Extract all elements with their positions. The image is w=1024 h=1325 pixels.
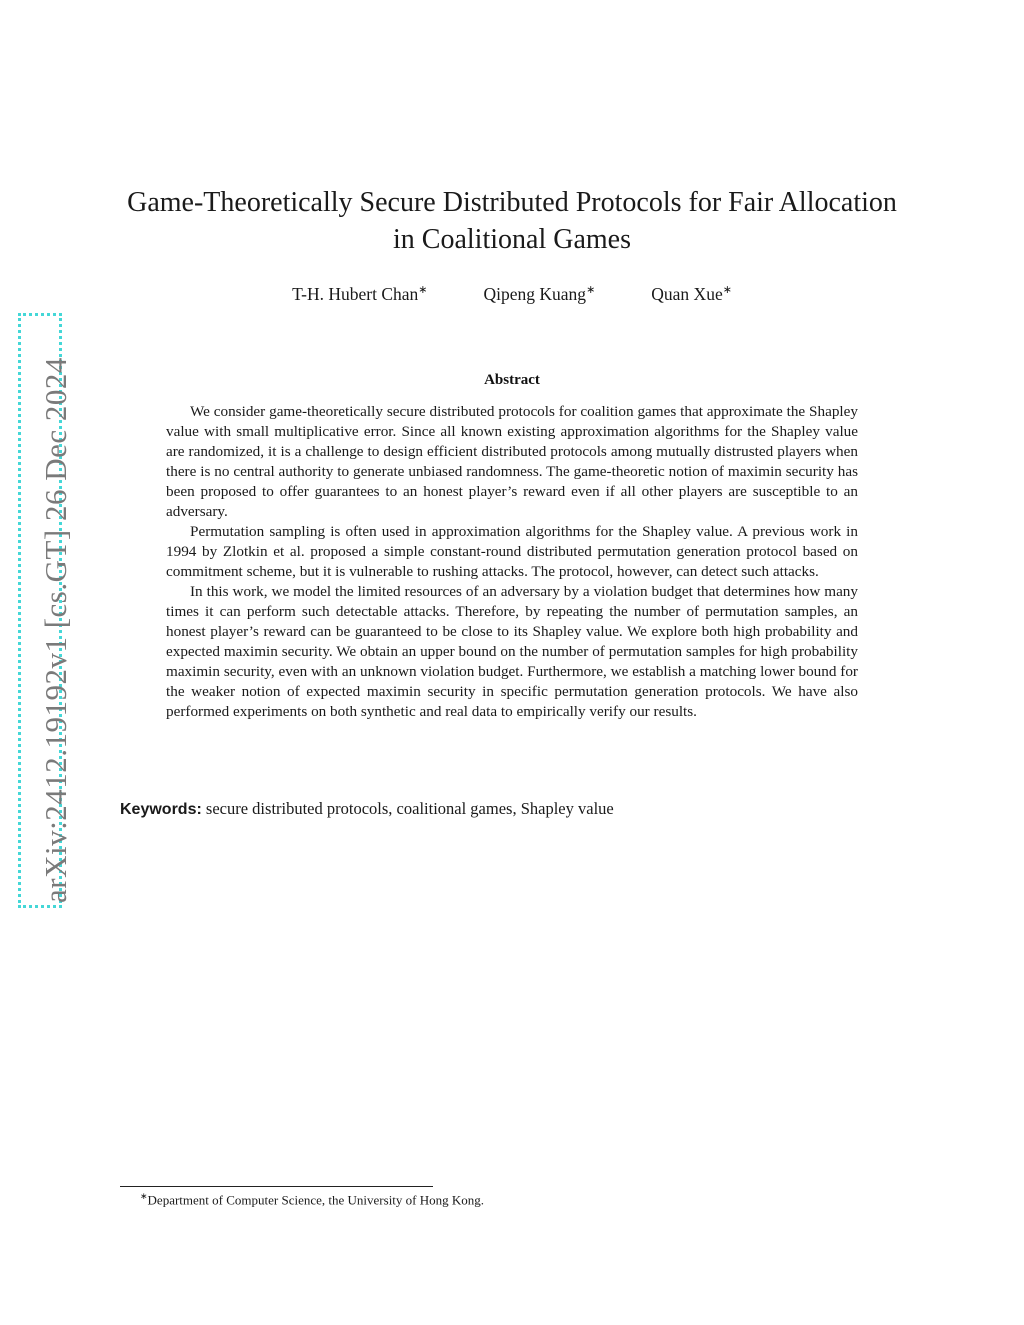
author: [292, 283, 427, 305]
affiliation-mark: ∗: [586, 284, 596, 296]
author: [484, 283, 596, 305]
paper-title: Game-Theoretically Secure Distributed Protocols for Fair Allocation in Coalitional Games: [127, 187, 897, 255]
footnote-mark: ∗: [140, 1191, 148, 1201]
abstract-paragraph: We consider game-theoretically secure distributed protocols for coalition games that approximate the Shapley value with small multiplicative error. Since all known existing approximation algorithms for the Shapley value are randomized, it is a challenge to design efficient distributed protocols among mutually distrusted players when there is no central authority to generate unbiased randomness. The game-theoretic notion of maximin security has been proposed to offer guarantees to an honest player’s reward even if all other players are susceptible to an adversary.: [166, 403, 858, 520]
abstract-paragraph: In this work, we model the limited resources of an adversary by a violation budget that determines how many times it can perform such detectable attacks. Therefore, by repeating the number of permutation samples, an honest player’s reward can be guaranteed to be close to its Shapley value. We explore both high probability and expected maximin security. We obtain an upper bound on the number of permutation samples for high probability maximin security, even with an unknown violation budget. Furthermore, we establish a matching lower bound for the weaker notion of expected maximin security in specific permutation generation protocols. We have also performed experiments on both synthetic and real data to empirically verify our results.: [166, 583, 858, 720]
author-name: Qipeng Kuang: [483, 283, 587, 304]
arxiv-stamp: arXiv:2412.19192v1 [cs.GT] 26 Dec 2024: [38, 357, 73, 903]
affiliation-mark: ∗: [418, 284, 428, 296]
author: [651, 283, 732, 305]
keywords-label: Keywords:: [120, 801, 202, 818]
abstract-paragraph: Permutation sampling is often used in approximation algorithms for the Shapley value. A previous work in 1994 by Zlotkin et al. proposed a simple constant-round distributed permutation generation protocol based on commitment scheme, but it is vulnerable to rushing attacks. The protocol, however, can detect such attacks.: [166, 523, 858, 580]
footnote-text: Department of Computer Science, the University of Hong Kong.: [147, 1192, 485, 1208]
author-name: Quan Xue: [651, 283, 723, 304]
abstract-body: [166, 402, 858, 722]
author-name: T-H. Hubert Chan: [292, 283, 419, 304]
author-list: [120, 283, 904, 305]
footnote-rule: [120, 1186, 433, 1187]
abstract-heading: Abstract: [484, 372, 540, 388]
keywords-text: secure distributed protocols, coalitional games, Shapley value: [205, 799, 614, 818]
affiliation-mark: ∗: [722, 284, 732, 296]
keywords: [120, 799, 904, 819]
footnote: [140, 1191, 484, 1208]
